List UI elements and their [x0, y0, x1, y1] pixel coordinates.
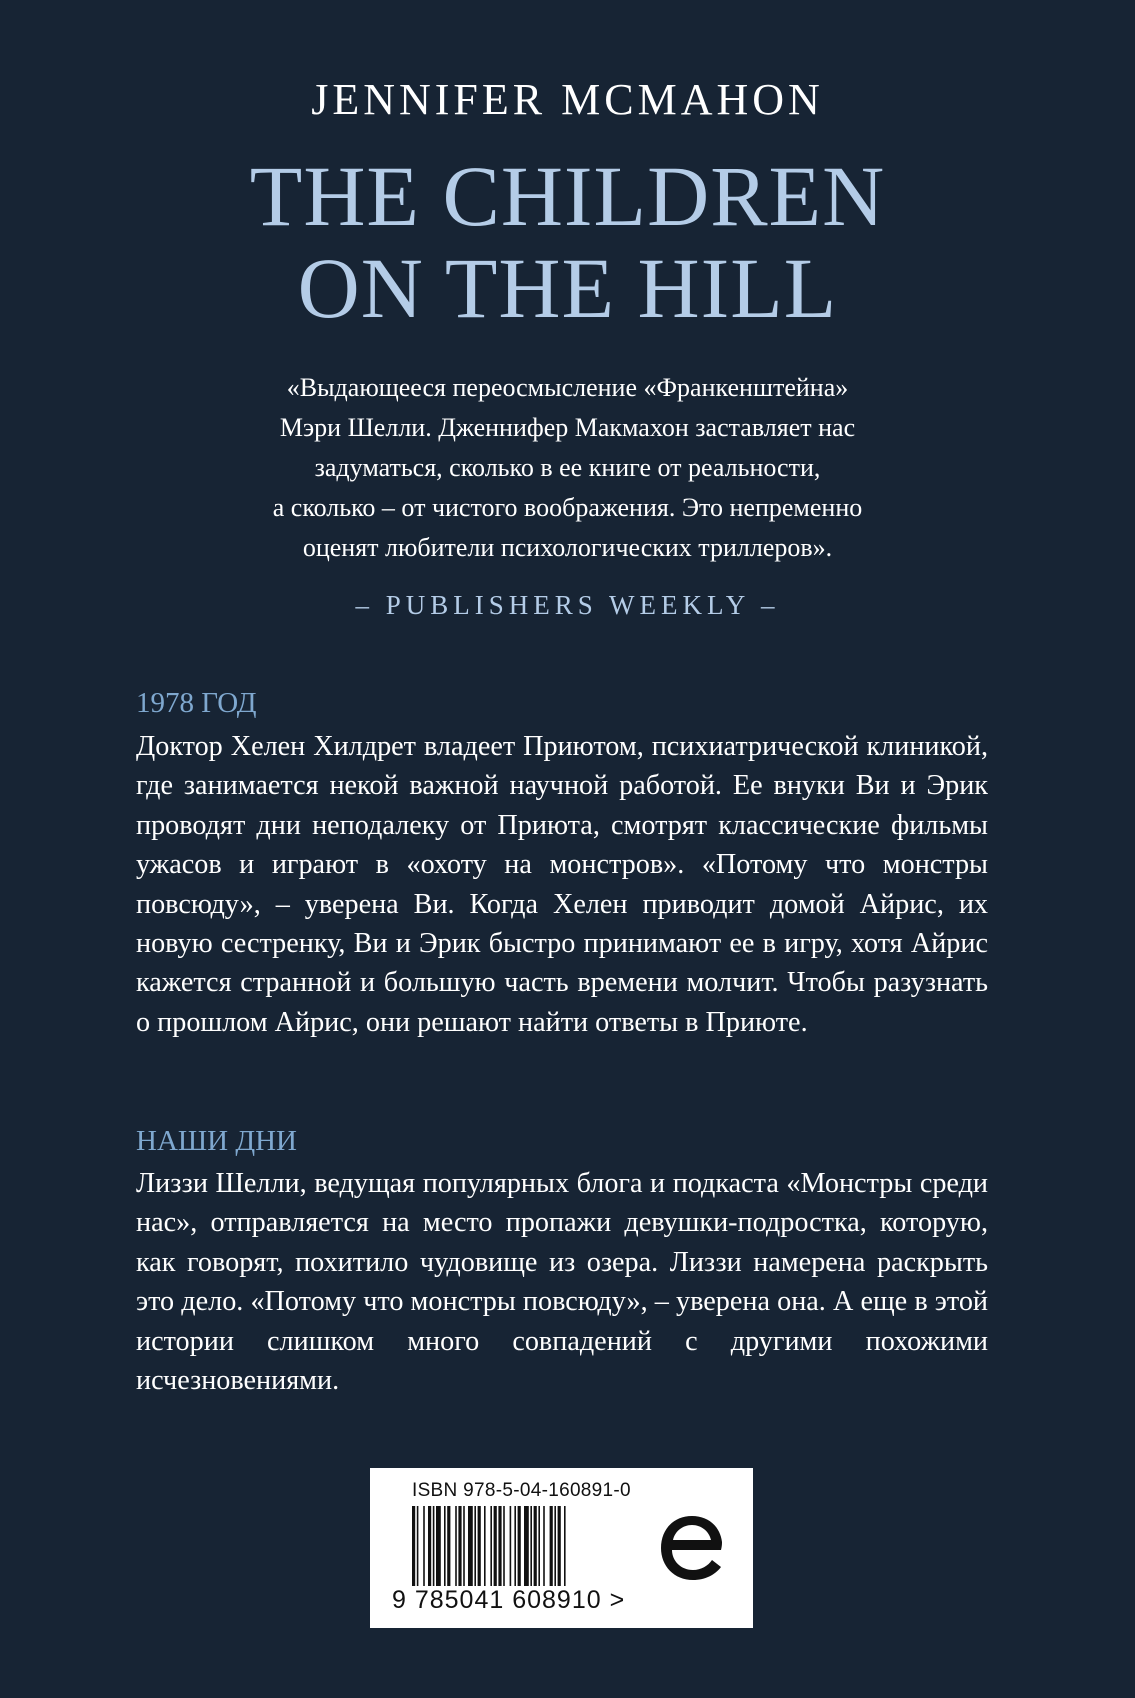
review-quote — [150, 368, 985, 568]
barcode-digits: 9 785041 608910 > — [392, 1586, 626, 1614]
quote-line: а сколько – от чистого воображения. Это непременно — [272, 493, 863, 522]
quote-line: Мэри Шелли. Дженнифер Макмахон заставляет нас — [279, 413, 856, 442]
quote-line: задуматься, сколько в ее книге от реальности, — [314, 453, 821, 482]
book-title — [0, 150, 1135, 334]
quote-source: – PUBLISHERS WEEKLY – — [355, 590, 780, 620]
barcode-bars — [412, 1506, 638, 1586]
title-line-2: ON THE HILL — [297, 240, 838, 336]
quote-line: оценят любители психологических триллеров». — [302, 533, 833, 562]
isbn-label: ISBN 978-5-04-160891-0 — [412, 1480, 631, 1501]
author-name: JENNIFER MCMAHON — [311, 75, 824, 124]
section-heading-1978: 1978 ГОД — [136, 687, 257, 719]
title-line-1: THE CHILDREN — [249, 148, 886, 244]
barcode-panel — [370, 1468, 753, 1628]
section-text-present: Лиззи Шелли, ведущая популярных блога и подкаста «Монстры среди нас», отправляется на место пропажи девушки-подростка, которую, как говорят, похитило чудовище из озера. Лиззи намерена раскрыть это дело. «Потому что монстры повсюду», – уверена она. А еще в этой истории слишком много совпадений с другими похожими исчезновениями. — [136, 1168, 988, 1397]
section-text-1978: Доктор Хелен Хилдрет владеет Приютом, психиатрической клиникой, где занимается некой важной научной работой. Ее внуки Ви и Эрик проводят дни неподалеку от Приюта, смотрят классические фильмы ужасов и играют в «охоту на монстров». «Потому что монстры повсюду», – уверена Ви. Когда Хелен приводит домой Айрис, их новую сестренку, Ви и Эрик быстро принимают ее в игру, хотя Айрис кажется странной и большую часть времени молчит. Чтобы разузнать о прошлом Айрис, они решают найти ответы в Приюте. — [136, 731, 988, 1038]
quote-line: «Выдающееся переосмысление «Франкенштейна» — [286, 373, 849, 402]
publisher-logo-icon — [657, 1512, 727, 1584]
section-heading-present: НАШИ ДНИ — [136, 1125, 298, 1157]
